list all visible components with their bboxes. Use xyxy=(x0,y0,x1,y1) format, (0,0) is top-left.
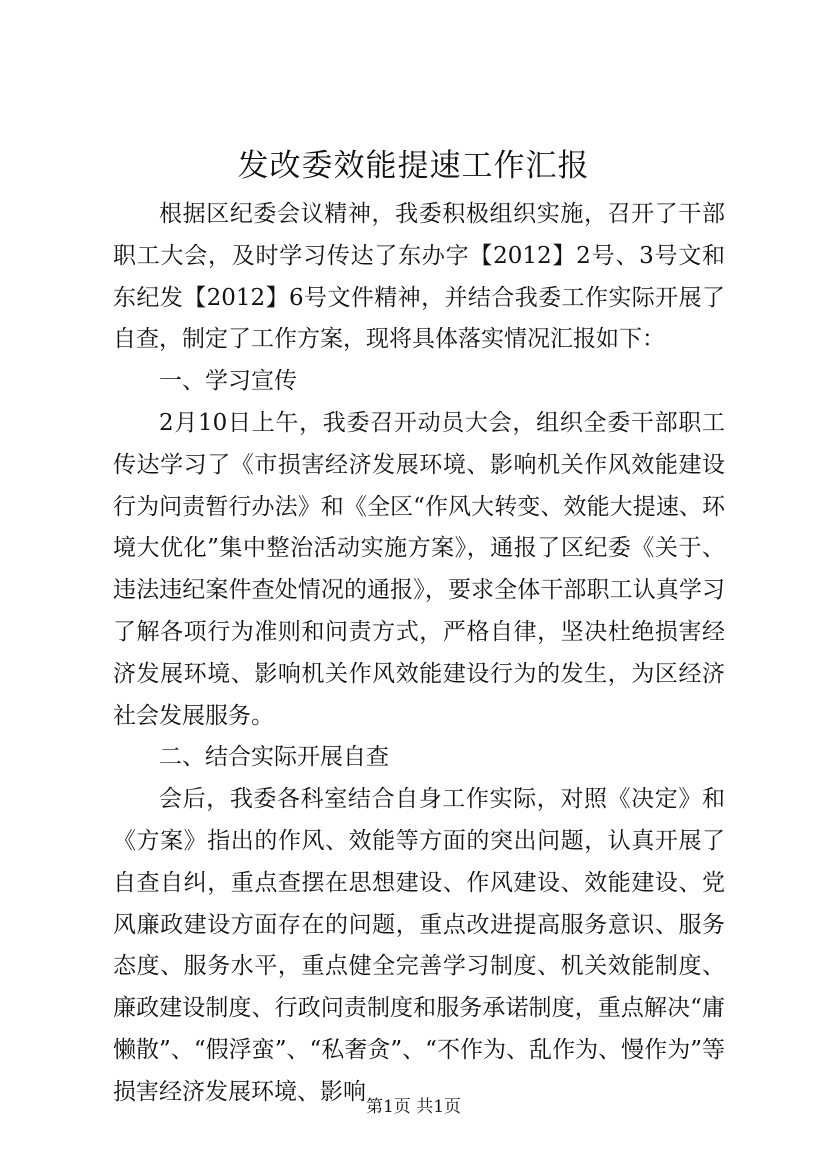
paragraph-study: 2月10日上午，我委召开动员大会，组织全委干部职工传达学习了《市损害经济发展环境、影响机关作风效能建设行为问责暂行办法》和《全区“作风大转变、效能大提速、环境大优化”集中整治活动实施方案》，通报了区纪委《关于、违法违纪案件查处情况的通报》，要求全体干部职工认真学习了解各项行为准则和问责方式，严格自律，坚决杜绝损害经济发展环境、影响机关作风效能建设行为的发生，为区经济社会发展服务。 xyxy=(113,409,725,729)
document-body xyxy=(113,194,725,1114)
section-heading-1: 一、学习宣传 xyxy=(159,368,297,395)
paragraph-selfcheck: 会后，我委各科室结合自身工作实际，对照《决定》和《方案》指出的作风、效能等方面的突出问题，认真开展了自查自纠，重点查摆在思想建设、作风建设、效能建设、党风廉政建设方面存在的问题，重点改进提高服务意识、服务态度、服务水平，重点健全完善学习制度、机关效能制度、廉政建设制度、行政问责制度和服务承诺制度，重点解决“庸懒散”、“假浮蛮”、“私奢贪”、“不作为、乱作为、慢作为”等损害经济发展环境、影响 xyxy=(113,786,725,1105)
paragraph-intro: 根据区纪委会议精神，我委积极组织实施，召开了干部职工大会，及时学习传达了东办字【2012】2号、3号文和东纪发【2012】6号文件精神，并结合我委工作实际开展了自查，制定了工作方案，现将具体落实情况汇报如下： xyxy=(113,201,725,353)
page-footer: 第1页 共1页 xyxy=(365,1097,462,1117)
document-title: 发改委效能提速工作汇报 xyxy=(237,148,590,184)
section-heading-2: 二、结合实际开展自查 xyxy=(159,744,389,771)
